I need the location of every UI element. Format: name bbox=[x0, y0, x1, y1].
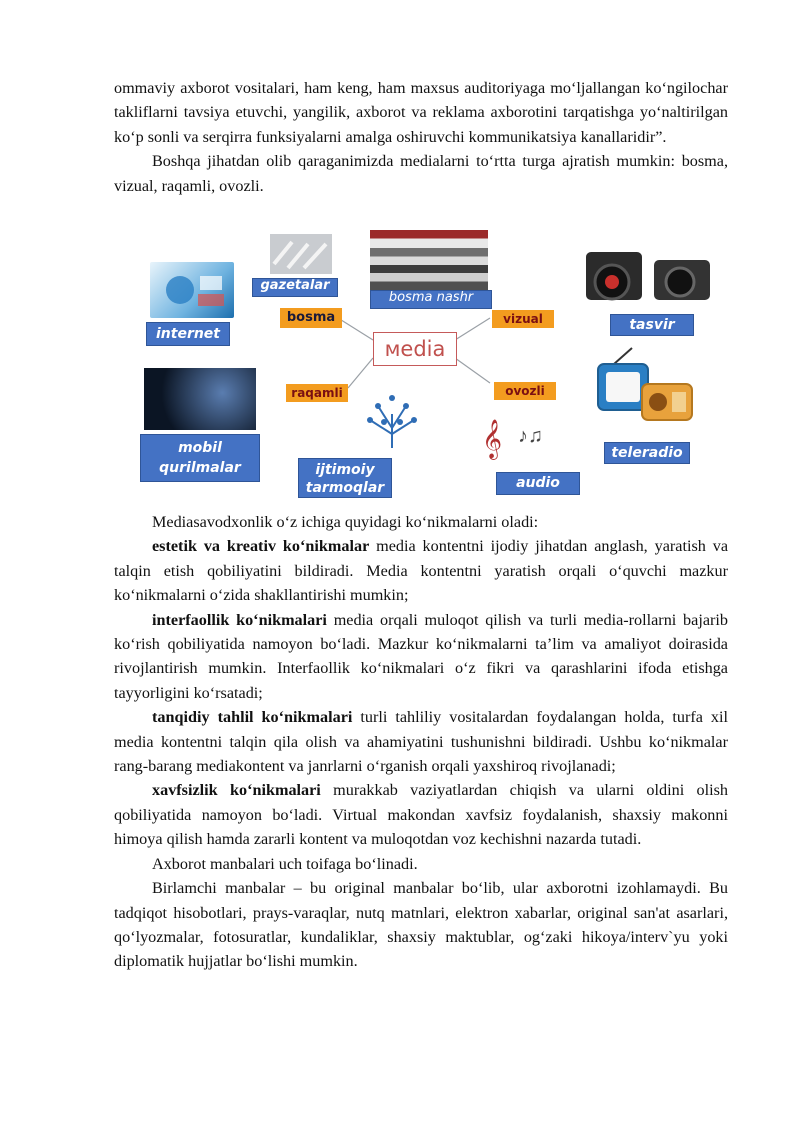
label-ijtimoiy-line1: ijtimoiy bbox=[315, 462, 375, 478]
term-estetik: estetik va kreativ ko‘nikmalar bbox=[152, 537, 370, 556]
label-tasvir: tasvir bbox=[610, 314, 694, 336]
label-mobil-qurilmalar bbox=[140, 434, 260, 482]
label-teleradio: teleradio bbox=[604, 442, 690, 464]
document-page bbox=[114, 76, 728, 198]
cameras-image bbox=[572, 242, 716, 314]
text-estetik: media kontentni ijodiy jihatdan anglash, yaratish va talqin etish qobiliyatini bildiradi. Media kontentni yaratish orqali o‘quvchi mazkur ko‘nikmalarni o‘zida shakllantirishi mumkin; bbox=[114, 537, 728, 605]
paragraph-1: ommaviy axborot vositalari, ham keng, ham maxsus auditoriyaga mo‘ljallangan ko‘ngilochar takliflarni tavsiya etuvchi, yangilik, axborot va reklama axborotini tarqatishga yo‘naltirilgan ko‘p sonli va serqirra funksiyalarni amalga oshiruvchi kommunikatsiya kanallaridir”. bbox=[114, 79, 728, 146]
svg-text:♪♫: ♪♫ bbox=[518, 425, 543, 447]
term-tanqidiy: tanqidiy tahlil ko‘nikmalari bbox=[152, 708, 353, 727]
label-ijtimoiy-line2: tarmoqlar bbox=[305, 480, 385, 496]
branch-vizual: vizual bbox=[492, 310, 554, 328]
document-body bbox=[114, 510, 728, 974]
paragraph-tanqidiy bbox=[114, 705, 728, 778]
paragraph-interfaollik bbox=[114, 608, 728, 706]
branch-bosma: bosma bbox=[280, 308, 342, 328]
label-mobil-line1: mobil bbox=[178, 440, 222, 456]
branch-ovozli: ovozli bbox=[494, 382, 556, 400]
tv-radio-image bbox=[596, 346, 696, 430]
paragraph-estetik bbox=[114, 534, 728, 607]
text-tanqidiy: turli tahliliy vositalardan foydalangan holda, turfa xil media kontentni talqin qila olish va ahamiyatini tushunishni bildiradi. Ushbu ko‘nikmalar rang-barang mediakontent va janrlarni o‘rganish orqali yaxshiroq rivojlanadi; bbox=[114, 708, 729, 776]
text-interfaollik: media orqali muloqot qilish va turli media-rollarni bajarib ko‘rish qobiliyatida namoyon bo‘ladi. Mazkur ko‘nikmalarni ta’lim va amaliyot doirasida rivojlantirish mumkin. Interfaollik ko‘nikmalari o‘z fikri va qarashlarini ifoda etishga tayyorligini ko‘rsatadi; bbox=[114, 610, 728, 702]
label-gazetalar: gazetalar bbox=[252, 278, 338, 297]
label-ijtimoiy-tarmoqlar bbox=[298, 458, 392, 498]
label-audio: audio bbox=[496, 472, 580, 495]
media-diagram bbox=[138, 228, 698, 500]
label-internet: internet bbox=[146, 322, 230, 346]
paragraph-primary: Birlamchi manbalar – bu original manbalar bo‘lib, ular axborotni izohlamaydi. Bu tadqiqot hisobotlari, prays-varaqlar, nutq matnlari, elektron xabarlar, original san'at asarlari, qo‘lyozmalar, fotosuratlar, kundaliklar, shaxsiy maktublar, og‘zaki hikoya/interv`yu yoki diplomatik hujjatlar bo‘lishi mumkin. bbox=[114, 879, 728, 971]
newspapers-image bbox=[270, 234, 332, 274]
paragraph-2: Boshqa jihatdan olib qaraganimizda medialarni to‘rtta turga ajratish mumkin: bosma, vizual, raqamli, ovozli. bbox=[114, 152, 728, 195]
books-image bbox=[370, 230, 488, 290]
center-media: мedia bbox=[373, 332, 457, 366]
term-interfaollik: interfaollik ko‘nikmalari bbox=[152, 610, 327, 629]
label-mobil-line2: qurilmalar bbox=[159, 460, 241, 476]
paragraph-sources: Axborot manbalari uch toifaga bo‘linadi. bbox=[152, 854, 418, 873]
branch-raqamli: raqamli bbox=[286, 384, 348, 402]
mobile-devices-image bbox=[144, 368, 256, 430]
text-xavfsizlik: murakkab vaziyatlardan chiqish va ularni oldini olish qobiliyatida namoyon bo‘ladi. Virtual makondan xavfsiz foydalanish, shaxsiy makonni himoya qilish hamda zararli kontent va muloqotdan voz kechishni nazarda tutadi. bbox=[114, 781, 728, 849]
term-xavfsizlik: xavfsizlik ko‘nikmalari bbox=[152, 781, 321, 800]
music-notes-image bbox=[478, 412, 568, 462]
svg-text:𝄞: 𝄞 bbox=[482, 421, 503, 458]
label-bosma-nashr: bosma nashr bbox=[370, 290, 492, 309]
paragraph-intro: Mediasavodxonlik o‘z ichiga quyidagi ko‘nikmalarni oladi: bbox=[152, 513, 539, 531]
internet-image bbox=[150, 262, 234, 318]
paragraph-xavfsizlik bbox=[114, 778, 728, 851]
social-networks-image bbox=[360, 388, 424, 452]
